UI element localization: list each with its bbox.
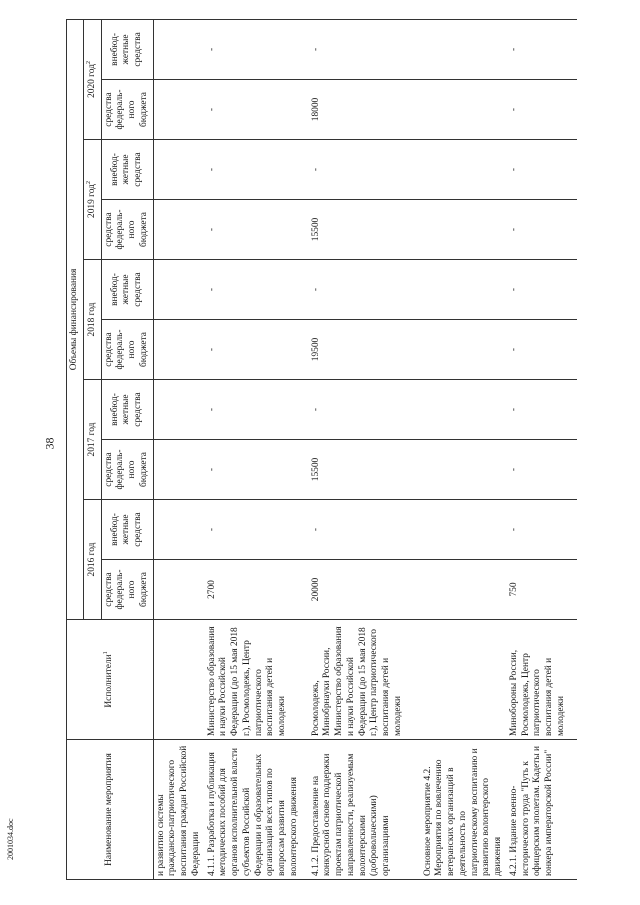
header-volumes: Объемы финансирования bbox=[67, 19, 84, 619]
cell-value: - bbox=[205, 500, 309, 560]
header-federal: средства федераль-ного бюджета bbox=[101, 440, 153, 500]
row-name: 4.1.1. Разработка и публикация методических пособий для органов исполнительной власти субъектов Российской Федерации и образовательных организаций всех типов по вопросам развития волонтерского движения bbox=[205, 740, 309, 880]
cell-value: 20000 bbox=[309, 560, 421, 620]
cell-value: - bbox=[309, 140, 421, 200]
cell-value: - bbox=[205, 200, 309, 260]
table-row bbox=[153, 19, 205, 879]
cell-value: - bbox=[507, 140, 577, 200]
header-extra: внебюд-жетные средства bbox=[101, 500, 153, 560]
row-executor bbox=[153, 620, 205, 740]
cell-value: - bbox=[309, 380, 421, 440]
cell-value: - bbox=[507, 260, 577, 320]
header-year: 2016 год bbox=[83, 500, 101, 620]
row-name: 4.2.1. Издание военно-исторического труда "Путь к офицерским эполетам. Кадеты и юнкера императорской России" bbox=[507, 740, 577, 880]
page-number: 38 bbox=[42, 437, 57, 450]
cell-value: - bbox=[309, 19, 421, 79]
header-year: 2018 год bbox=[83, 260, 101, 380]
cell-value: - bbox=[205, 260, 309, 320]
header-extra: внебюд-жетные средства bbox=[101, 380, 153, 440]
row-executor bbox=[421, 620, 507, 740]
cell-value: 19500 bbox=[309, 320, 421, 380]
cell-value: - bbox=[507, 80, 577, 140]
table-row bbox=[309, 19, 421, 879]
cell-value: - bbox=[205, 80, 309, 140]
row-name: 4.1.2. Предоставление на конкурсной основе поддержки проектам патриотической направленности, реализуемым волонтерскими (добровольческими) организациями bbox=[309, 740, 421, 880]
cell-value: - bbox=[507, 380, 577, 440]
table-row bbox=[421, 19, 507, 879]
table-row bbox=[507, 19, 577, 879]
cell-value: 15500 bbox=[309, 200, 421, 260]
header-year: 2020 год$^2$ bbox=[83, 19, 101, 139]
cell-value: - bbox=[309, 260, 421, 320]
cell-value: - bbox=[507, 320, 577, 380]
rotated-page bbox=[66, 20, 599, 880]
row-executor: Министерство образования и науки Российской Федерации (до 15 мая 2018 г.), Росмолодежь, Центр патриотического воспитания детей и молодежи bbox=[205, 620, 309, 740]
cell-value: - bbox=[205, 320, 309, 380]
cell-value: - bbox=[205, 140, 309, 200]
header-extra: внебюд-жетные средства bbox=[101, 260, 153, 320]
cell-value: - bbox=[205, 380, 309, 440]
header-federal: средства федераль-ного бюджета bbox=[101, 80, 153, 140]
header-federal: средства федераль-ного бюджета bbox=[101, 200, 153, 260]
cell-value: - bbox=[507, 500, 577, 560]
header-executors: Исполнители$^1$ bbox=[67, 620, 154, 740]
header-federal: средства федераль-ного бюджета bbox=[101, 320, 153, 380]
row-executor: Росмолодежь, Минобрнауки России, Министерство образования и науки Российской Федерации (до 15 мая 2018 г.), Центр патриотического воспитания детей и молодежи bbox=[309, 620, 421, 740]
cell-value: - bbox=[507, 200, 577, 260]
row-name: и развитию системы гражданско-патриотического воспитания граждан Российской Федерации bbox=[153, 740, 205, 880]
cell-value: - bbox=[507, 440, 577, 500]
header-federal: средства федераль-ного бюджета bbox=[101, 560, 153, 620]
header-year: 2019 год$^2$ bbox=[83, 140, 101, 260]
table-row bbox=[205, 19, 309, 879]
cell-value: 750 bbox=[507, 560, 577, 620]
document-id: 2001034.doc bbox=[6, 818, 15, 860]
cell-value: - bbox=[507, 19, 577, 79]
row-executor: Минобороны России, Росмолодежь, Центр патриотического воспитания детей и молодежи bbox=[507, 620, 577, 740]
cell-value: - bbox=[205, 19, 309, 79]
header-year: 2017 год bbox=[83, 380, 101, 500]
cell-value: 15500 bbox=[309, 440, 421, 500]
cell-value: 2700 bbox=[205, 560, 309, 620]
header-name: Наименование мероприятия bbox=[67, 740, 154, 880]
header-extra: внебюд-жетные средства bbox=[101, 140, 153, 200]
cell-value: - bbox=[309, 500, 421, 560]
cell-value: 18000 bbox=[309, 80, 421, 140]
row-name: Основное мероприятие 4.2. Мероприятия по вовлечению ветеранских организаций в деятельность по патриотическому воспитанию и развитию волонтерского движения bbox=[421, 740, 507, 880]
cell-value: - bbox=[205, 440, 309, 500]
header-extra: внебюд-жетные средства bbox=[101, 19, 153, 79]
financing-table bbox=[66, 19, 577, 880]
